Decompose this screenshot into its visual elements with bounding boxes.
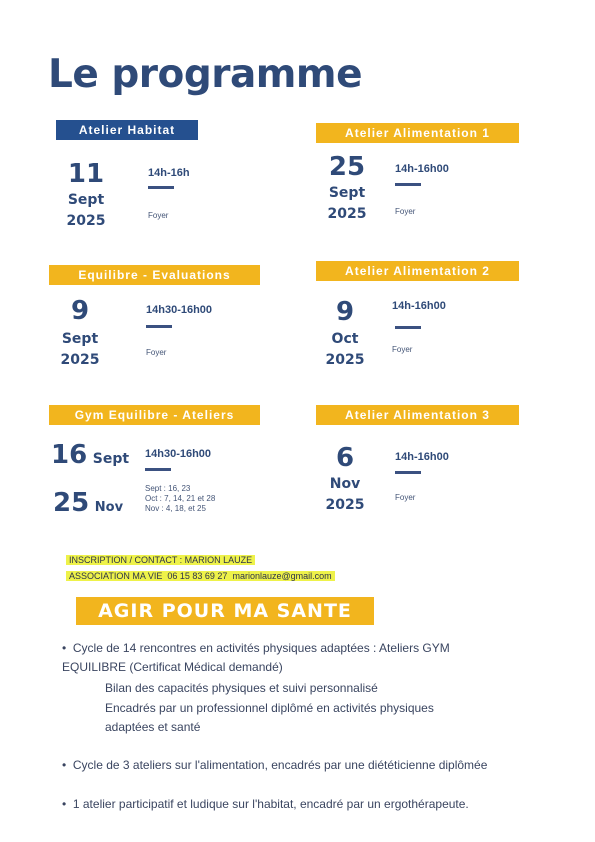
banner-atelier-habitat: Atelier Habitat xyxy=(56,120,198,140)
banner-equilibre-evaluations: Equilibre - Evaluations xyxy=(49,265,260,285)
alim1-time: 14h-16h00 xyxy=(395,163,449,175)
contact-details xyxy=(66,571,335,581)
equilibre-divider xyxy=(146,325,172,328)
habitat-month: Sept xyxy=(67,192,105,208)
alim3-year: 2025 xyxy=(325,497,365,513)
gym-start-month: Sept xyxy=(92,451,130,467)
alim2-day: 9 xyxy=(335,297,355,327)
bullet-2 xyxy=(62,756,487,775)
bullet-1-line-1: Cycle de 14 rencontres en activités physiques adaptées : Ateliers GYM xyxy=(72,641,450,655)
alim3-place: Foyer xyxy=(395,493,416,502)
agir-pour-ma-sante-banner: AGIR POUR MA SANTE xyxy=(76,597,374,625)
banner-atelier-alimentation-3: Atelier Alimentation 3 xyxy=(316,405,519,425)
bullet-1-sub-2b: adaptées et santé xyxy=(105,720,201,734)
gym-dates-oct: Oct : 7, 14, 21 et 28 xyxy=(145,494,216,503)
gym-time: 14h30-16h00 xyxy=(145,448,212,460)
contact-association-phone xyxy=(66,571,335,581)
bullet-icon: • xyxy=(62,797,73,811)
alim1-divider xyxy=(395,183,421,186)
gym-start-date xyxy=(51,441,129,469)
gym-session-dates xyxy=(145,484,215,514)
habitat-time: 14h-16h xyxy=(148,167,190,179)
alim1-day: 25 xyxy=(328,152,366,182)
habitat-divider xyxy=(148,186,174,189)
bullet-icon: • xyxy=(62,758,73,772)
bullet-1-line-2: EQUILIBRE (Certificat Médical demandé) xyxy=(62,660,283,674)
contact-inscription: INSCRIPTION / CONTACT : MARION LAUZE xyxy=(66,555,255,565)
alim3-divider xyxy=(395,471,421,474)
banner-gym-equilibre-ateliers: Gym Equilibre - Ateliers xyxy=(49,405,260,425)
gym-end-month: Nov xyxy=(94,500,124,515)
bullet-3-text: 1 atelier participatif et ludique sur l'habitat, encadré par un ergothérapeute. xyxy=(72,797,469,811)
alim2-year: 2025 xyxy=(325,352,365,368)
alim3-time: 14h-16h00 xyxy=(395,451,449,463)
gym-divider xyxy=(145,468,171,471)
contact-association: ASSOCIATION MA VIE xyxy=(69,571,163,581)
alim1-place: Foyer xyxy=(395,207,416,216)
gym-end-day: 25 xyxy=(53,488,90,518)
contact-phone[interactable]: 06 15 83 69 27 xyxy=(167,571,228,581)
gym-dates-sept: Sept : 16, 23 xyxy=(145,484,191,493)
gym-end-date xyxy=(53,489,123,517)
habitat-place: Foyer xyxy=(148,211,169,220)
habitat-day: 11 xyxy=(67,159,105,189)
bullet-1 xyxy=(62,639,450,658)
equilibre-month: Sept xyxy=(61,331,99,347)
bullet-icon: • xyxy=(62,641,73,655)
banner-atelier-alimentation-2: Atelier Alimentation 2 xyxy=(316,261,519,281)
equilibre-time: 14h30-16h00 xyxy=(146,304,213,316)
equilibre-year: 2025 xyxy=(60,352,100,368)
equilibre-day: 9 xyxy=(70,296,90,326)
banner-atelier-alimentation-1: Atelier Alimentation 1 xyxy=(316,123,519,143)
alim2-time: 14h-16h00 xyxy=(392,300,446,312)
habitat-year: 2025 xyxy=(66,213,106,229)
equilibre-place: Foyer xyxy=(146,348,167,357)
contact-email[interactable]: marionlauze@gmail.com xyxy=(232,571,332,581)
alim1-month: Sept xyxy=(328,185,366,201)
bullet-1-sub-1: Bilan des capacités physiques et suivi personnalisé xyxy=(105,681,378,695)
alim2-place: Foyer xyxy=(392,345,413,354)
gym-start-day: 16 xyxy=(51,440,88,470)
gym-dates-nov: Nov : 4, 18, et 25 xyxy=(145,504,206,513)
alim1-year: 2025 xyxy=(327,206,367,222)
alim3-day: 6 xyxy=(335,443,355,473)
bullet-2-text: Cycle de 3 ateliers sur l'alimentation, encadrés par une diététicienne diplômée xyxy=(72,758,488,772)
bullet-3 xyxy=(62,795,469,814)
bullet-1-sub-2a: Encadrés par un professionnel diplômé en activités physiques xyxy=(105,701,434,715)
contact-line xyxy=(66,555,255,565)
alim2-month: Oct xyxy=(331,331,359,347)
alim2-divider xyxy=(395,326,421,329)
page-title: Le programme xyxy=(48,52,363,97)
alim3-month: Nov xyxy=(329,476,361,492)
